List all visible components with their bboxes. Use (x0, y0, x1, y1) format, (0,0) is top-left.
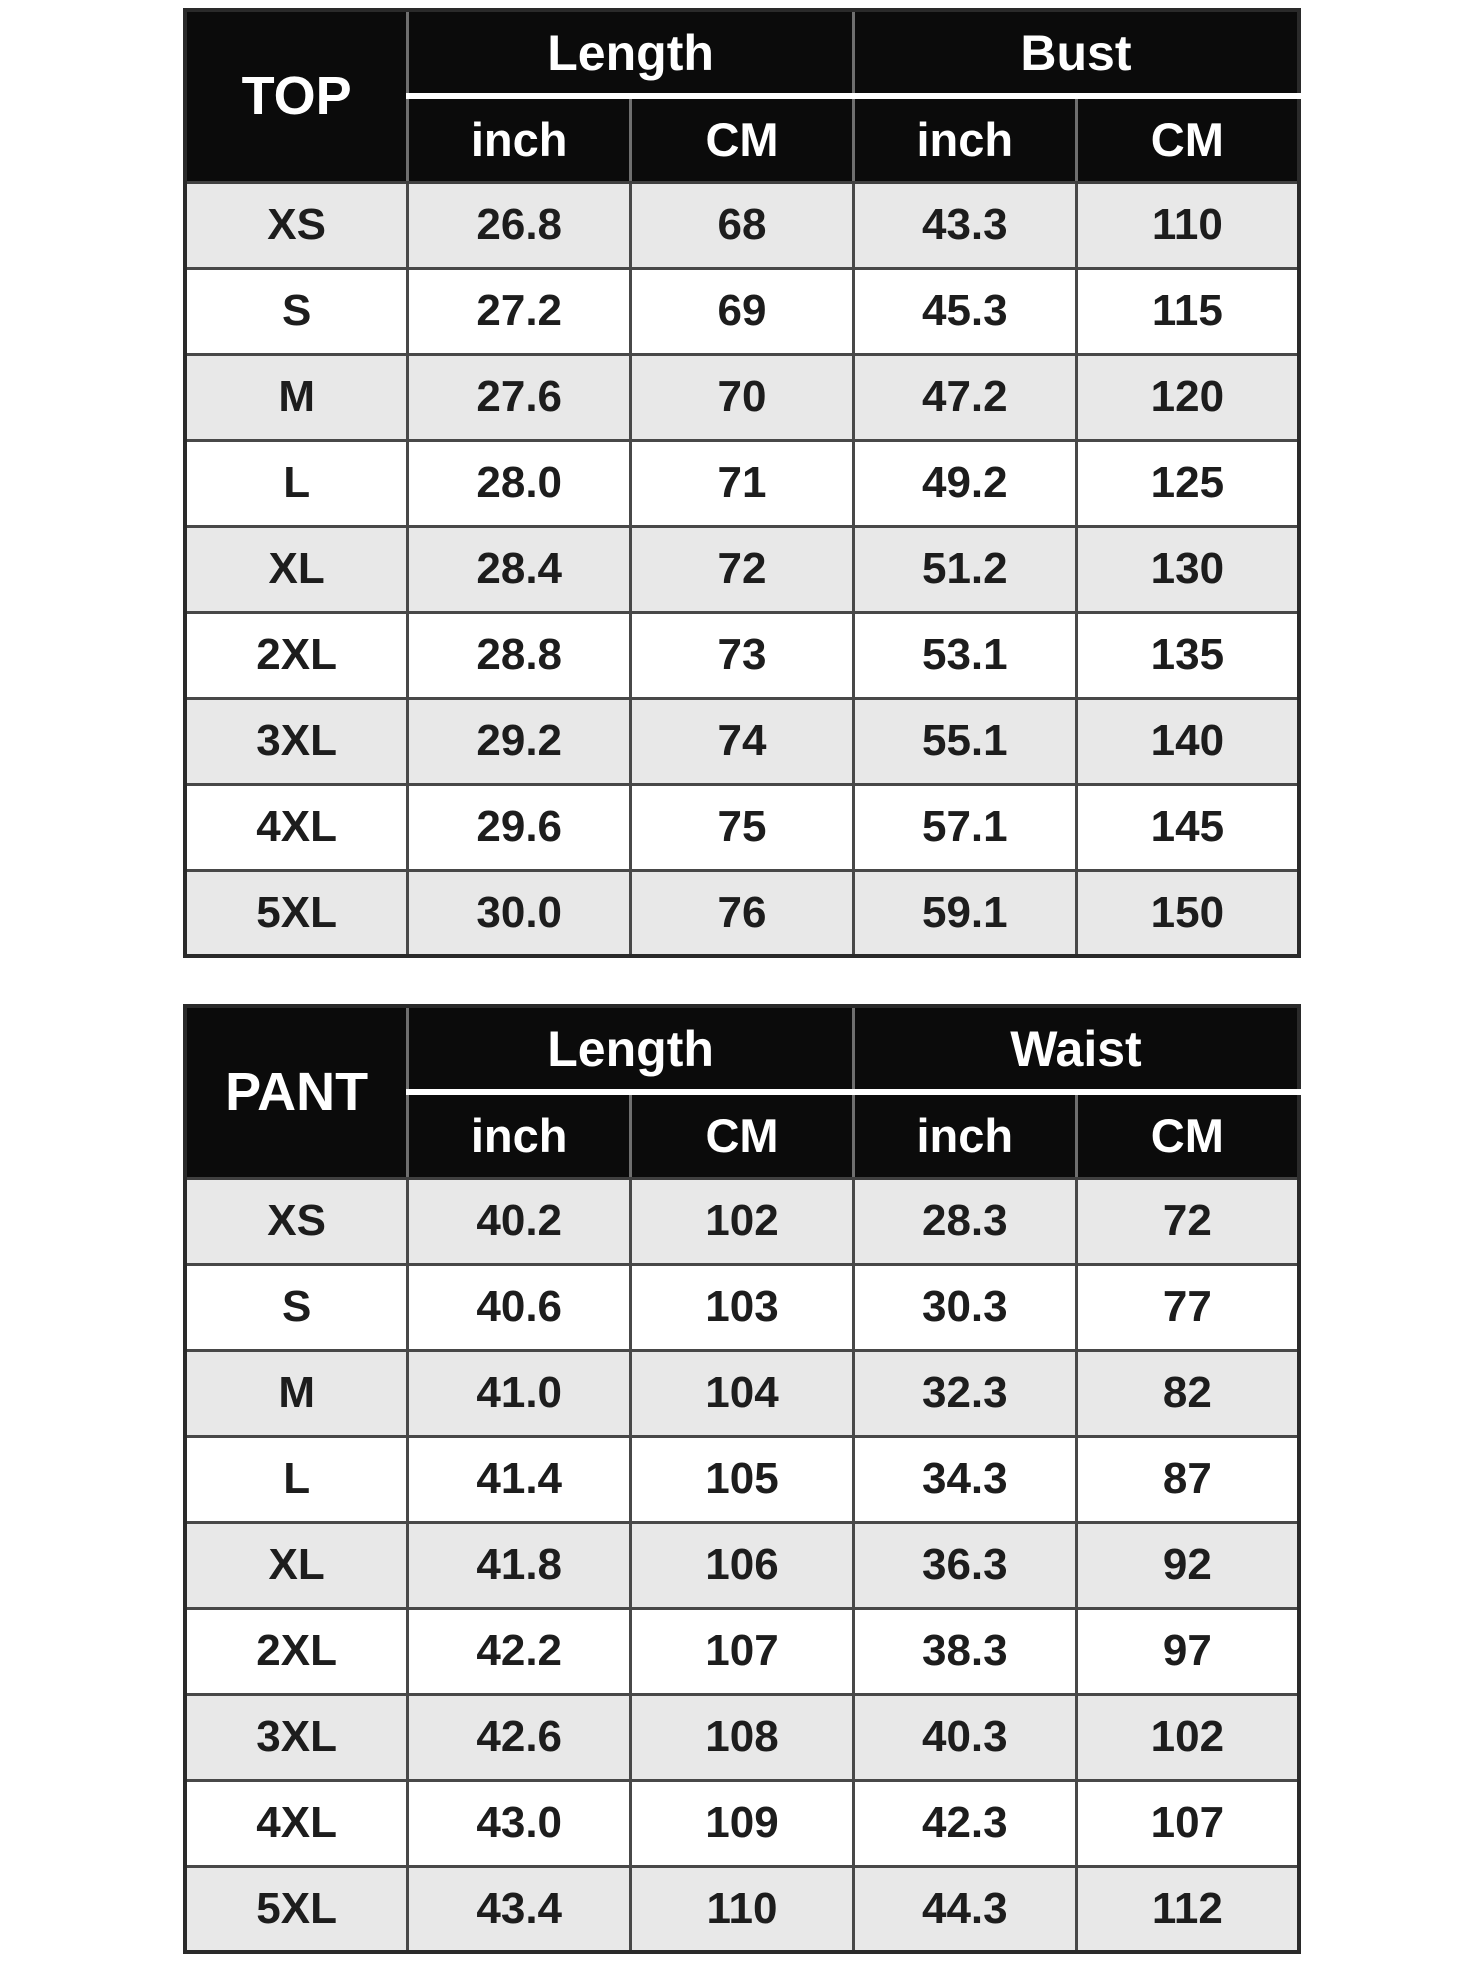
measurement-value: 40.2 (408, 1178, 631, 1264)
measurement-value: 29.2 (408, 698, 631, 784)
length-cm-header: CM (631, 96, 854, 182)
table-row (185, 182, 1299, 268)
measurement-value: 41.4 (408, 1436, 631, 1522)
measurement-value: 108 (631, 1694, 854, 1780)
measurement-value: 110 (631, 1866, 854, 1952)
measurement-value: 77 (1076, 1264, 1299, 1350)
measurement-value: 28.4 (408, 526, 631, 612)
measurement-value: 43.3 (853, 182, 1076, 268)
table-row (185, 1780, 1299, 1866)
table-row (185, 784, 1299, 870)
size-label: XL (185, 526, 408, 612)
measurement-value: 102 (1076, 1694, 1299, 1780)
measurement-value: 45.3 (853, 268, 1076, 354)
measurement-value: 102 (631, 1178, 854, 1264)
measurement-value: 92 (1076, 1522, 1299, 1608)
group-header-row (185, 1006, 1299, 1092)
measurement-value: 44.3 (853, 1866, 1076, 1952)
measurement-value: 74 (631, 698, 854, 784)
table-row (185, 1178, 1299, 1264)
measurement-value: 70 (631, 354, 854, 440)
measurement-value: 49.2 (853, 440, 1076, 526)
measurement-value: 72 (1076, 1178, 1299, 1264)
measurement-value: 28.8 (408, 612, 631, 698)
measurement-value: 115 (1076, 268, 1299, 354)
measurement-value: 41.0 (408, 1350, 631, 1436)
measurement-value: 36.3 (853, 1522, 1076, 1608)
measurement-value: 82 (1076, 1350, 1299, 1436)
length-group-header: Length (408, 10, 854, 96)
measurement-value: 97 (1076, 1608, 1299, 1694)
measurement-value: 112 (1076, 1866, 1299, 1952)
measurement-value: 103 (631, 1264, 854, 1350)
measurement-value: 150 (1076, 870, 1299, 956)
measurement-value: 135 (1076, 612, 1299, 698)
length-cm-header: CM (631, 1092, 854, 1178)
measurement-value: 106 (631, 1522, 854, 1608)
bust-group-header: Bust (853, 10, 1299, 96)
measurement-value: 28.0 (408, 440, 631, 526)
size-label: M (185, 1350, 408, 1436)
table-row (185, 1522, 1299, 1608)
size-label: 2XL (185, 612, 408, 698)
length-inch-header: inch (408, 96, 631, 182)
measurement-value: 107 (631, 1608, 854, 1694)
size-label: XS (185, 182, 408, 268)
measurement-value: 72 (631, 526, 854, 612)
measurement-value: 47.2 (853, 354, 1076, 440)
measurement-value: 110 (1076, 182, 1299, 268)
waist-inch-header: inch (853, 1092, 1076, 1178)
size-label: XS (185, 1178, 408, 1264)
table-row (185, 354, 1299, 440)
measurement-value: 109 (631, 1780, 854, 1866)
measurement-value: 42.6 (408, 1694, 631, 1780)
table-row (185, 526, 1299, 612)
measurement-value: 41.8 (408, 1522, 631, 1608)
table-row (185, 1694, 1299, 1780)
measurement-value: 105 (631, 1436, 854, 1522)
measurement-value: 30.3 (853, 1264, 1076, 1350)
measurement-value: 57.1 (853, 784, 1076, 870)
size-label: 5XL (185, 1866, 408, 1952)
measurement-value: 43.0 (408, 1780, 631, 1866)
table-row (185, 1264, 1299, 1350)
measurement-value: 130 (1076, 526, 1299, 612)
top-size-table (183, 8, 1301, 958)
measurement-value: 107 (1076, 1780, 1299, 1866)
size-label: 5XL (185, 870, 408, 956)
size-label: L (185, 1436, 408, 1522)
table-row (185, 1436, 1299, 1522)
waist-group-header: Waist (853, 1006, 1299, 1092)
table-row (185, 1866, 1299, 1952)
measurement-value: 34.3 (853, 1436, 1076, 1522)
measurement-value: 104 (631, 1350, 854, 1436)
measurement-value: 140 (1076, 698, 1299, 784)
size-label: S (185, 268, 408, 354)
size-label: S (185, 1264, 408, 1350)
measurement-value: 27.2 (408, 268, 631, 354)
measurement-value: 53.1 (853, 612, 1076, 698)
measurement-value: 42.2 (408, 1608, 631, 1694)
size-label: L (185, 440, 408, 526)
measurement-value: 120 (1076, 354, 1299, 440)
measurement-value: 55.1 (853, 698, 1076, 784)
measurement-value: 29.6 (408, 784, 631, 870)
measurement-value: 76 (631, 870, 854, 956)
length-group-header: Length (408, 1006, 854, 1092)
bust-inch-header: inch (853, 96, 1076, 182)
measurement-value: 43.4 (408, 1866, 631, 1952)
measurement-value: 28.3 (853, 1178, 1076, 1264)
measurement-value: 26.8 (408, 182, 631, 268)
waist-cm-header: CM (1076, 1092, 1299, 1178)
table-row (185, 1350, 1299, 1436)
group-header-row (185, 10, 1299, 96)
measurement-value: 40.3 (853, 1694, 1076, 1780)
size-label: 3XL (185, 1694, 408, 1780)
table-row (185, 612, 1299, 698)
measurement-value: 40.6 (408, 1264, 631, 1350)
bust-cm-header: CM (1076, 96, 1299, 182)
measurement-value: 75 (631, 784, 854, 870)
measurement-value: 30.0 (408, 870, 631, 956)
pant-size-table (183, 1004, 1301, 1954)
measurement-value: 87 (1076, 1436, 1299, 1522)
size-label: 2XL (185, 1608, 408, 1694)
measurement-value: 27.6 (408, 354, 631, 440)
measurement-value: 73 (631, 612, 854, 698)
measurement-value: 68 (631, 182, 854, 268)
size-label: M (185, 354, 408, 440)
table-row (185, 698, 1299, 784)
table-title-pant: PANT (185, 1006, 408, 1178)
measurement-value: 145 (1076, 784, 1299, 870)
measurement-value: 71 (631, 440, 854, 526)
measurement-value: 42.3 (853, 1780, 1076, 1866)
measurement-value: 38.3 (853, 1608, 1076, 1694)
size-label: 3XL (185, 698, 408, 784)
measurement-value: 51.2 (853, 526, 1076, 612)
table-row (185, 1608, 1299, 1694)
table-row (185, 268, 1299, 354)
table-title-top: TOP (185, 10, 408, 182)
size-label: 4XL (185, 1780, 408, 1866)
table-row (185, 870, 1299, 956)
length-inch-header: inch (408, 1092, 631, 1178)
table-row (185, 440, 1299, 526)
size-label: XL (185, 1522, 408, 1608)
measurement-value: 32.3 (853, 1350, 1076, 1436)
measurement-value: 59.1 (853, 870, 1076, 956)
measurement-value: 125 (1076, 440, 1299, 526)
size-label: 4XL (185, 784, 408, 870)
measurement-value: 69 (631, 268, 854, 354)
